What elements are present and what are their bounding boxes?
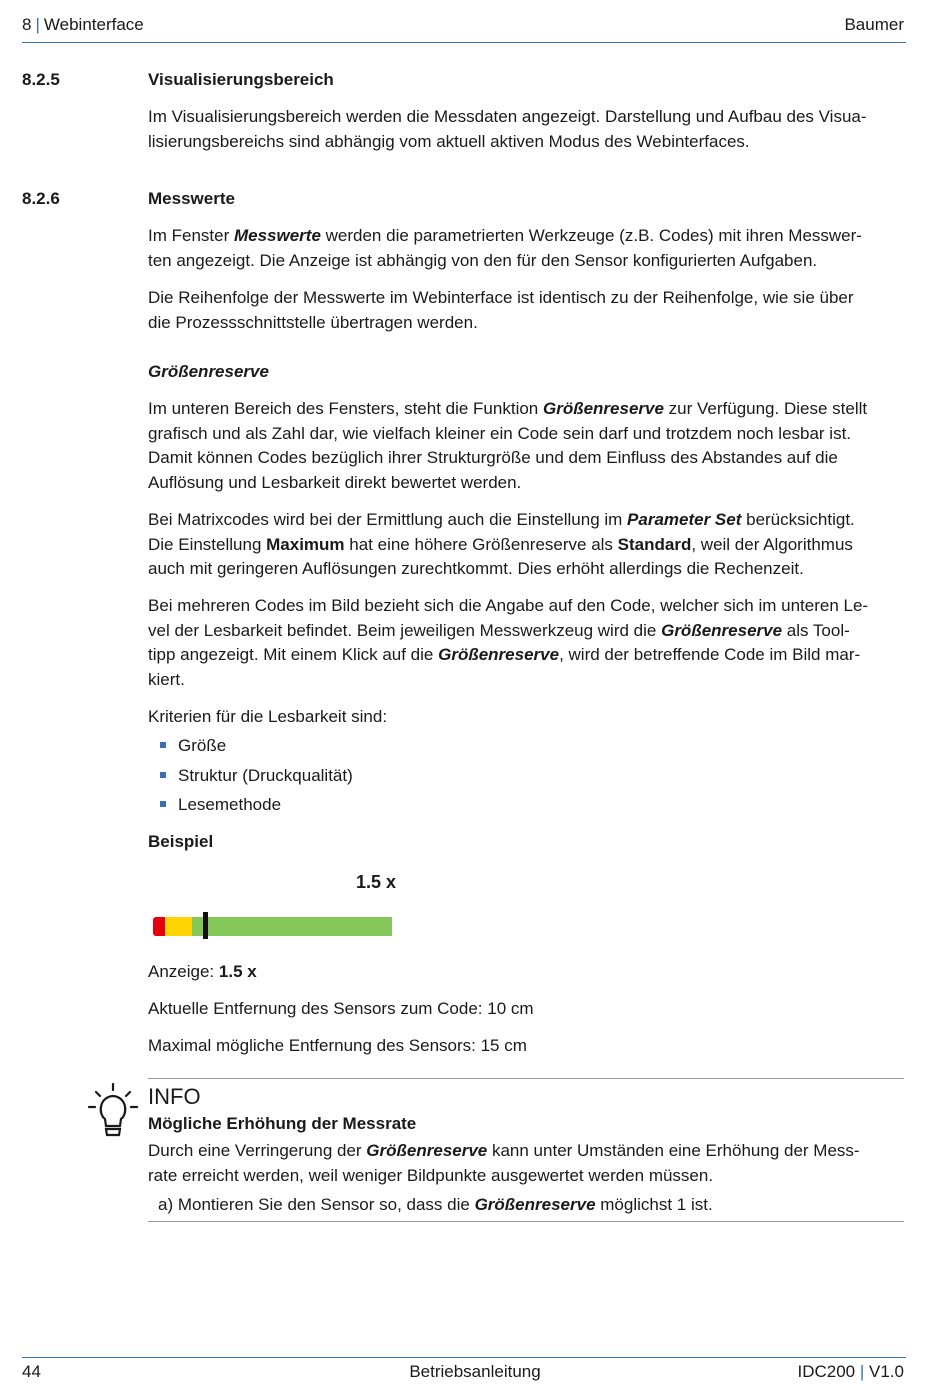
header-chapter: [22, 15, 144, 35]
list-item-label: Lesemethode: [178, 795, 282, 814]
info-bottom-rule: [148, 1221, 904, 1222]
text-run: werden die parametrierten Werkzeuge (z.B. Codes) mit ihren Messwer-: [320, 226, 862, 245]
display-value: 1.5 x: [218, 962, 257, 981]
section-826-title: Messwerte: [148, 189, 235, 208]
text-run: hat eine höhere Größenreserve als: [344, 534, 618, 554]
display-label: Anzeige:: [148, 962, 219, 981]
section-826-paragraph-2: [148, 286, 904, 335]
list-item-label: Größe: [178, 736, 227, 755]
criteria-intro: Kriterien für die Lesbarkeit sind:: [148, 707, 388, 726]
bar-green-segment: [192, 917, 392, 936]
text-line: Auflösung und Lesbarkeit direkt bewertet werden.: [148, 472, 522, 492]
bar-marker: [203, 912, 208, 939]
text-run: a) Montieren Sie den Sensor so, dass die: [158, 1195, 475, 1214]
groessenreserve-paragraph-1: [148, 397, 904, 495]
ui-term: Standard: [617, 534, 692, 554]
list-item: [148, 764, 353, 794]
info-subtitle: Mögliche Erhöhung der Messrate: [148, 1114, 417, 1133]
info-text: [148, 1139, 904, 1188]
bar-yellow-segment: [165, 917, 192, 936]
header-separator: |: [35, 15, 40, 34]
section-825-number: 8.2.5: [22, 70, 60, 89]
groessenreserve-paragraph-3: [148, 594, 904, 692]
lightbulb-icon: [86, 1082, 140, 1138]
text-run: berücksichtigt.: [741, 510, 855, 529]
ui-term: Größenreserve: [542, 399, 664, 418]
header-brand: Baumer: [844, 15, 904, 34]
bullet-square-icon: [160, 801, 166, 807]
ui-term: Maximum: [266, 534, 345, 554]
footer-product: [797, 1362, 904, 1382]
section-826-number: 8.2.6: [22, 189, 60, 208]
text-run: Im Fenster: [148, 226, 234, 245]
text-line: Im Visualisierungsbereich werden die Messdaten angezeigt. Darstellung und Aufbau des Visua-: [148, 107, 867, 126]
text-run: kann unter Umständen eine Erhöhung der Mess-: [487, 1141, 860, 1160]
text-run: Durch eine Verringerung der: [148, 1141, 367, 1160]
text-line: kiert.: [148, 669, 185, 689]
footer-rule: [22, 1357, 906, 1358]
ui-term: Größenreserve: [474, 1195, 596, 1214]
lightbulb-icon-svg: [86, 1082, 140, 1138]
text-run: Bei Matrixcodes wird bei der Ermittlung auch die Einstellung im: [148, 510, 628, 529]
text-run: tipp angezeigt. Mit einem Klick auf die: [148, 645, 439, 664]
text-run: möglichst 1 ist.: [595, 1195, 713, 1214]
chapter-title: Webinterface: [43, 15, 144, 34]
size-reserve-bar: [153, 917, 392, 936]
info-top-rule: [148, 1078, 904, 1079]
text-line: grafisch und als Zahl dar, wie vielfach kleiner ein Code sein darf und trotzdem noch lesbar ist.: [148, 423, 852, 443]
text-run: als Tool-: [782, 620, 850, 640]
groessenreserve-paragraph-2: [148, 508, 904, 582]
size-reserve-value: 1.5 x: [356, 872, 397, 892]
section-825-text: [148, 105, 904, 154]
text-line: lisierungsbereichs sind abhängig vom aktuell aktiven Modus des Webinterfaces.: [148, 131, 750, 151]
text-line: auch mit geringeren Auflösungen zurechtkommt. Dies erhöht allerdings die Rechenzeit.: [148, 559, 804, 578]
example-heading: Beispiel: [148, 832, 214, 851]
ui-term: Größenreserve: [438, 645, 560, 664]
text-line: Die Reihenfolge der Messwerte im Webinterface ist identisch zu der Reihenfolge, wie sie über: [148, 288, 854, 307]
bullet-square-icon: [160, 742, 166, 748]
section-825-title: Visualisierungsbereich: [148, 70, 334, 89]
current-distance: Aktuelle Entfernung des Sensors zum Code: 10 cm: [148, 999, 534, 1018]
display-line: [148, 960, 904, 985]
text-run: Die Einstellung: [148, 534, 267, 554]
version: V1.0: [869, 1362, 904, 1381]
ui-term: Größenreserve: [366, 1141, 488, 1160]
footer-separator: |: [859, 1362, 865, 1381]
list-item: [148, 793, 353, 823]
text-run: Im unteren Bereich des Fensters, steht die Funktion: [148, 399, 543, 418]
text-line: die Prozessschnittstelle übertragen werden.: [148, 312, 478, 332]
text-run: vel der Lesbarkeit befindet. Beim jeweiligen Messwerkzeug wird die: [148, 620, 662, 640]
bullet-square-icon: [160, 772, 166, 778]
section-826-paragraph-1: [148, 224, 904, 273]
product-name: IDC200: [797, 1362, 856, 1381]
list-item: [148, 734, 353, 764]
groessenreserve-heading: Größenreserve: [148, 362, 269, 381]
max-distance: Maximal mögliche Entfernung des Sensors: 15 cm: [148, 1036, 527, 1055]
text-run: zur Verfügung. Diese stellt: [663, 399, 868, 418]
text-line: ten angezeigt. Die Anzeige ist abhängig von den für den Sensor konfigurierten Aufgaben.: [148, 250, 818, 270]
text-run: , weil der Algorithmus: [691, 534, 853, 554]
text-line: Bei mehreren Codes im Bild bezieht sich die Angabe auf den Code, welcher sich im unteren Le-: [148, 596, 869, 615]
info-step: [158, 1193, 713, 1217]
text-line: Damit können Codes bezüglich ihrer Strukturgröße und dem Einfluss des Abstandes auf die: [148, 448, 838, 467]
list-item-label: Struktur (Druckqualität): [178, 765, 353, 785]
text-run: , wird der betreffende Code im Bild mar-: [559, 645, 861, 664]
bar-red-segment: [153, 917, 165, 936]
ui-term: Messwerte: [233, 226, 321, 245]
page-number: 44: [22, 1362, 41, 1381]
info-title: INFO: [148, 1084, 201, 1109]
ui-term: Größenreserve: [661, 620, 783, 640]
ui-term: Parameter Set: [627, 510, 742, 529]
text-line: rate erreicht werden, weil weniger Bildpunkte ausgewertet werden müssen.: [148, 1165, 714, 1185]
chapter-number: 8: [22, 15, 32, 34]
criteria-list: [148, 734, 353, 823]
page-header: [22, 14, 906, 43]
footer-doc-title: Betriebsanleitung: [409, 1362, 541, 1381]
